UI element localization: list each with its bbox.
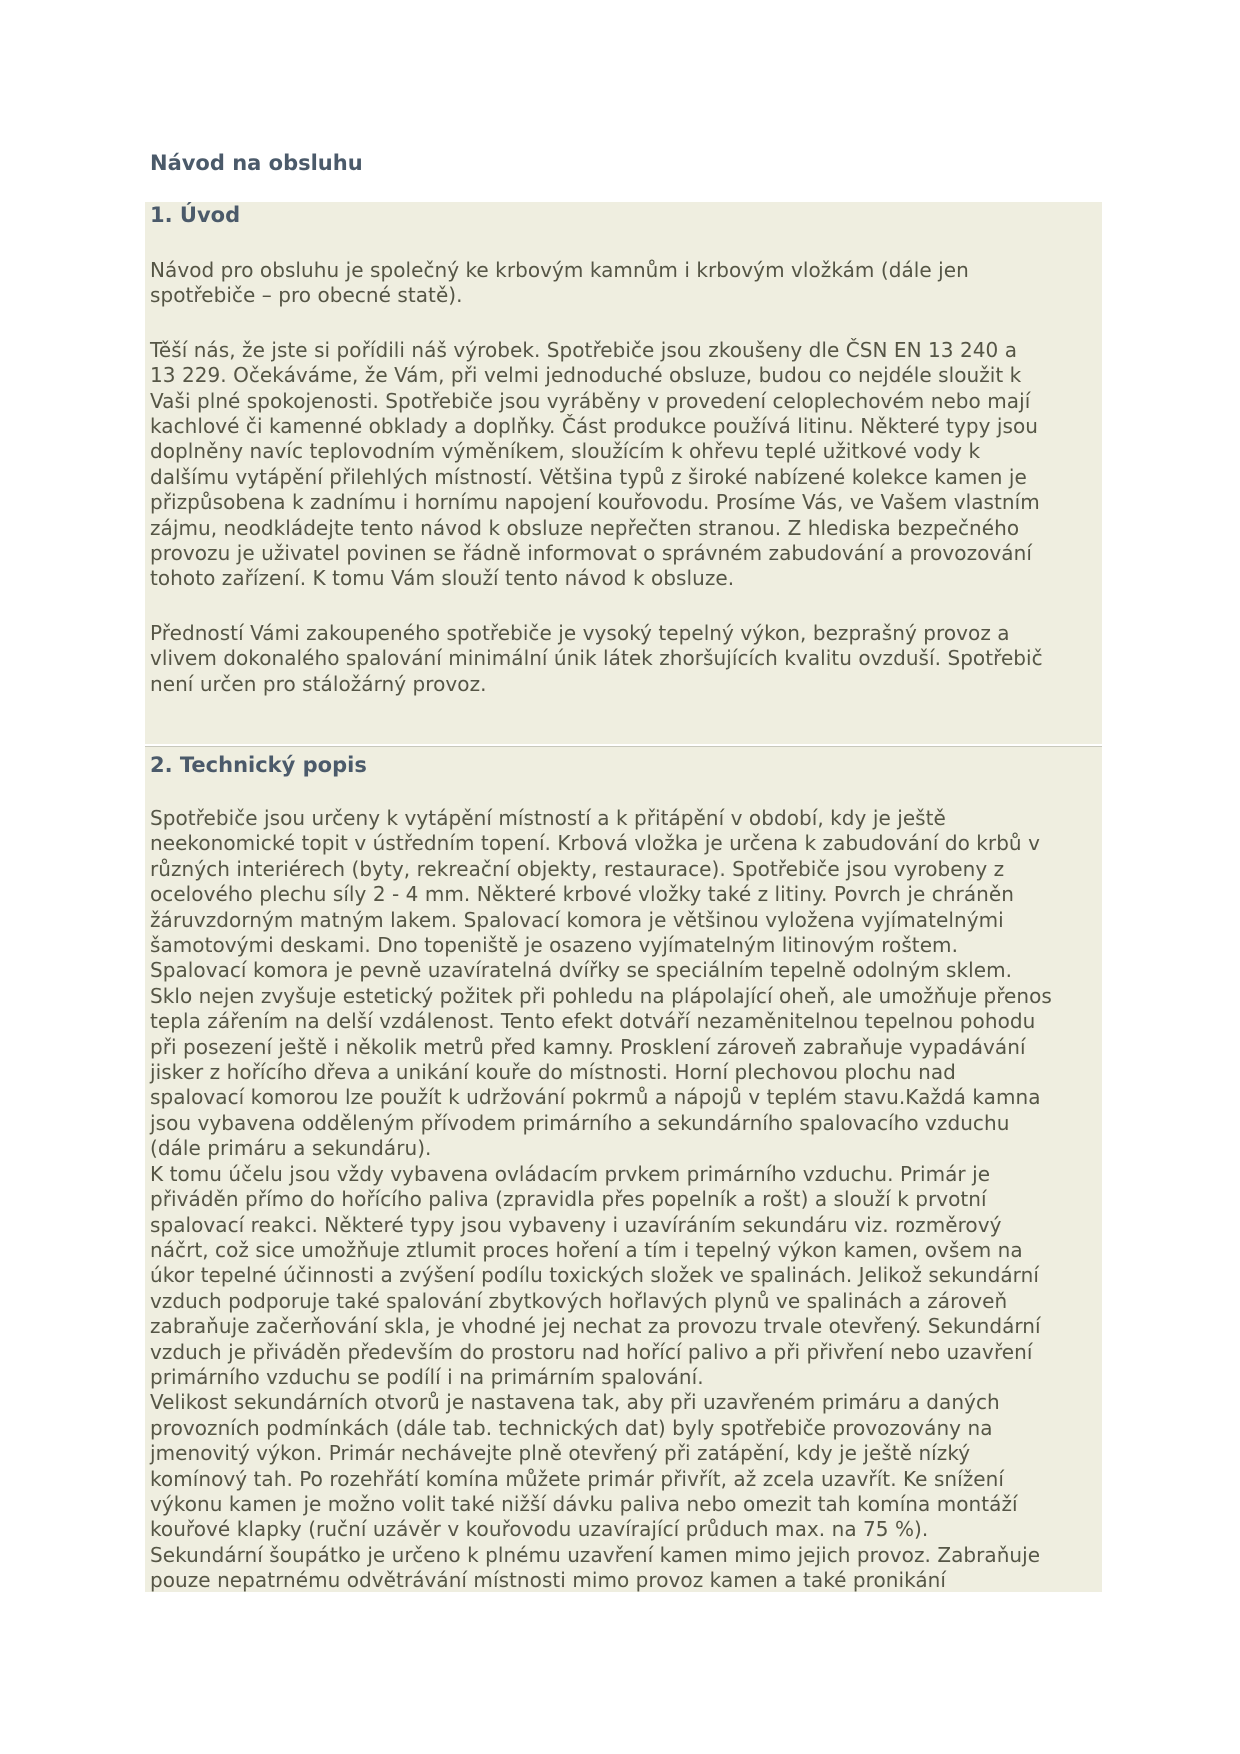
section-heading-introduction: 1. Úvod (150, 203, 241, 227)
paragraph: Předností Vámi zakoupeného spotřebiče je vysoký tepelný výkon, bezprašný provoz a vlivem dokonalého spalování minimální únik látek zhoršujících kvalitu ovzduší. Spotřebič není určen pro stáložárný provoz. (150, 620, 1043, 696)
page-title: Návod na obsluhu (150, 151, 363, 175)
section-introduction (145, 202, 1102, 744)
paragraph: Těší nás, že jste si pořídili náš výrobek. Spotřebiče jsou zkoušeny dle ČSN EN 13 240 a 13 229. Očekáváme, že Vám, při velmi jednoduché obsluze, budou co nejdéle sloužit k Vaši plné spokojenosti. Spotřebiče jsou vyráběny v provedení celoplechovém nebo mají kachlové či kamenné obklady a doplňky. Část produkce používá litinu. Některé typy jsou doplněny navíc teplovodním výměníkem, sloužícím k ohřevu teplé užitkové vody k dalšímu vytápění přilehlých místností. Většina typů z široké nabízené kolekce kamen je přizpůsobena k zadnímu i hornímu napojení kouřovodu. Prosíme Vás, ve Vašem vlastním zájmu, neodkládejte tento návod k obsluze nepřečten stranou. Z hlediska bezpečného provozu je uživatel povinen se řádně informovat o správném zabudování a provozování tohoto zařízení. K tomu Vám slouží tento návod k obsluze. (150, 337, 1040, 591)
section-technical-description (145, 746, 1102, 1592)
paragraph: Spotřebiče jsou určeny k vytápění místností a k přitápění v období, kdy je ještě neekonomické topit v ústředním topení. Krbová vložka je určena k zabudování do krbů v různých interiérech (byty, rekreační objekty, restaurace). Spotřebiče jsou vyrobeny z ocelového plechu síly 2 - 4 mm. Některé krbové vložky také z litiny. Povrch je chráněn žáruvzdorným matným lakem. Spalovací komora je většinou vyložena vyjímatelnými šamotovými deskami. Dno topeniště je osazeno vyjímatelným litinovým roštem. Spalovací komora je pevně uzavíratelná dvířky se speciálním tepelně odolným sklem. Sklo nejen zvyšuje estetický požitek při pohledu na plápolající oheň, ale umožňuje přenos tepla zářením na delší vzdálenost. Tento efekt dotváří nezaměnitelnou tepelnou pohodu při posezení ještě i několik metrů před kamny. Prosklení zároveň zabraňuje vypadávání jisker z hořícího dřeva a unikání kouře do místnosti. Horní plechovou plochu nad spalovací komorou lze použít k udržování pokrmů a nápojů v teplém stavu.Každá kamna jsou vybavena odděleným přívodem primárního a sekundárního spalovacího vzduchu (dále primáru a sekundáru). K tomu účelu jsou vždy vybavena ovládacím prvkem primárního vzduchu. Primár je přiváděn přímo do hořícího paliva (zpravidla přes popelník a rošt) a slouží k prvotní spalovací reakci. Některé typy jsou vybaveny i uzavíráním sekundáru viz. rozměrový náčrt, což sice umožňuje ztlumit proces hoření a tím i tepelný výkon kamen, ovšem na úkor tepelné účinnosti a zvýšení podílu toxických složek ve spalinách. Jelikož sekundární vzduch podporuje také spalování zbytkových hořlavých plynů ve spalinách a zároveň zabraňuje začerňování skla, je vhodné jej nechat za provozu trvale otevřený. Sekundární vzduch je přiváděn především do prostoru nad hořící palivo a při přivření nebo uzavření primárního vzduchu se podílí i na primárním spalování. Velikost sekundárních otvorů je nastavena tak, aby při uzavřeném primáru a daných provozních podmínkách (dále tab. technických dat) byly spotřebiče provozovány na jmenovitý výkon. Primár nechávejte plně otevřený při zatápění, kdy je ještě nízký komínový tah. Po rozehřátí komína můžete primár přivřít, až zcela uzavřít. Ke snížení výkonu kamen je možno volit také nižší dávku paliva nebo omezit tah komína montáží kouřové klapky (ruční uzávěr v kouřovodu uzavírající průduch max. na 75 %). Sekundární šoupátko je určeno k plnému uzavření kamen mimo jejich provoz. Zabraňuje pouze nepatrnému odvětrávání místnosti mimo provoz kamen a také pronikání (150, 806, 1052, 1593)
paragraph: Návod pro obsluhu je společný ke krbovým kamnům i krbovým vložkám (dále jen spotřebiče – pro obecné statě). (150, 258, 969, 308)
section-heading-technical-description: 2. Technický popis (150, 753, 367, 777)
